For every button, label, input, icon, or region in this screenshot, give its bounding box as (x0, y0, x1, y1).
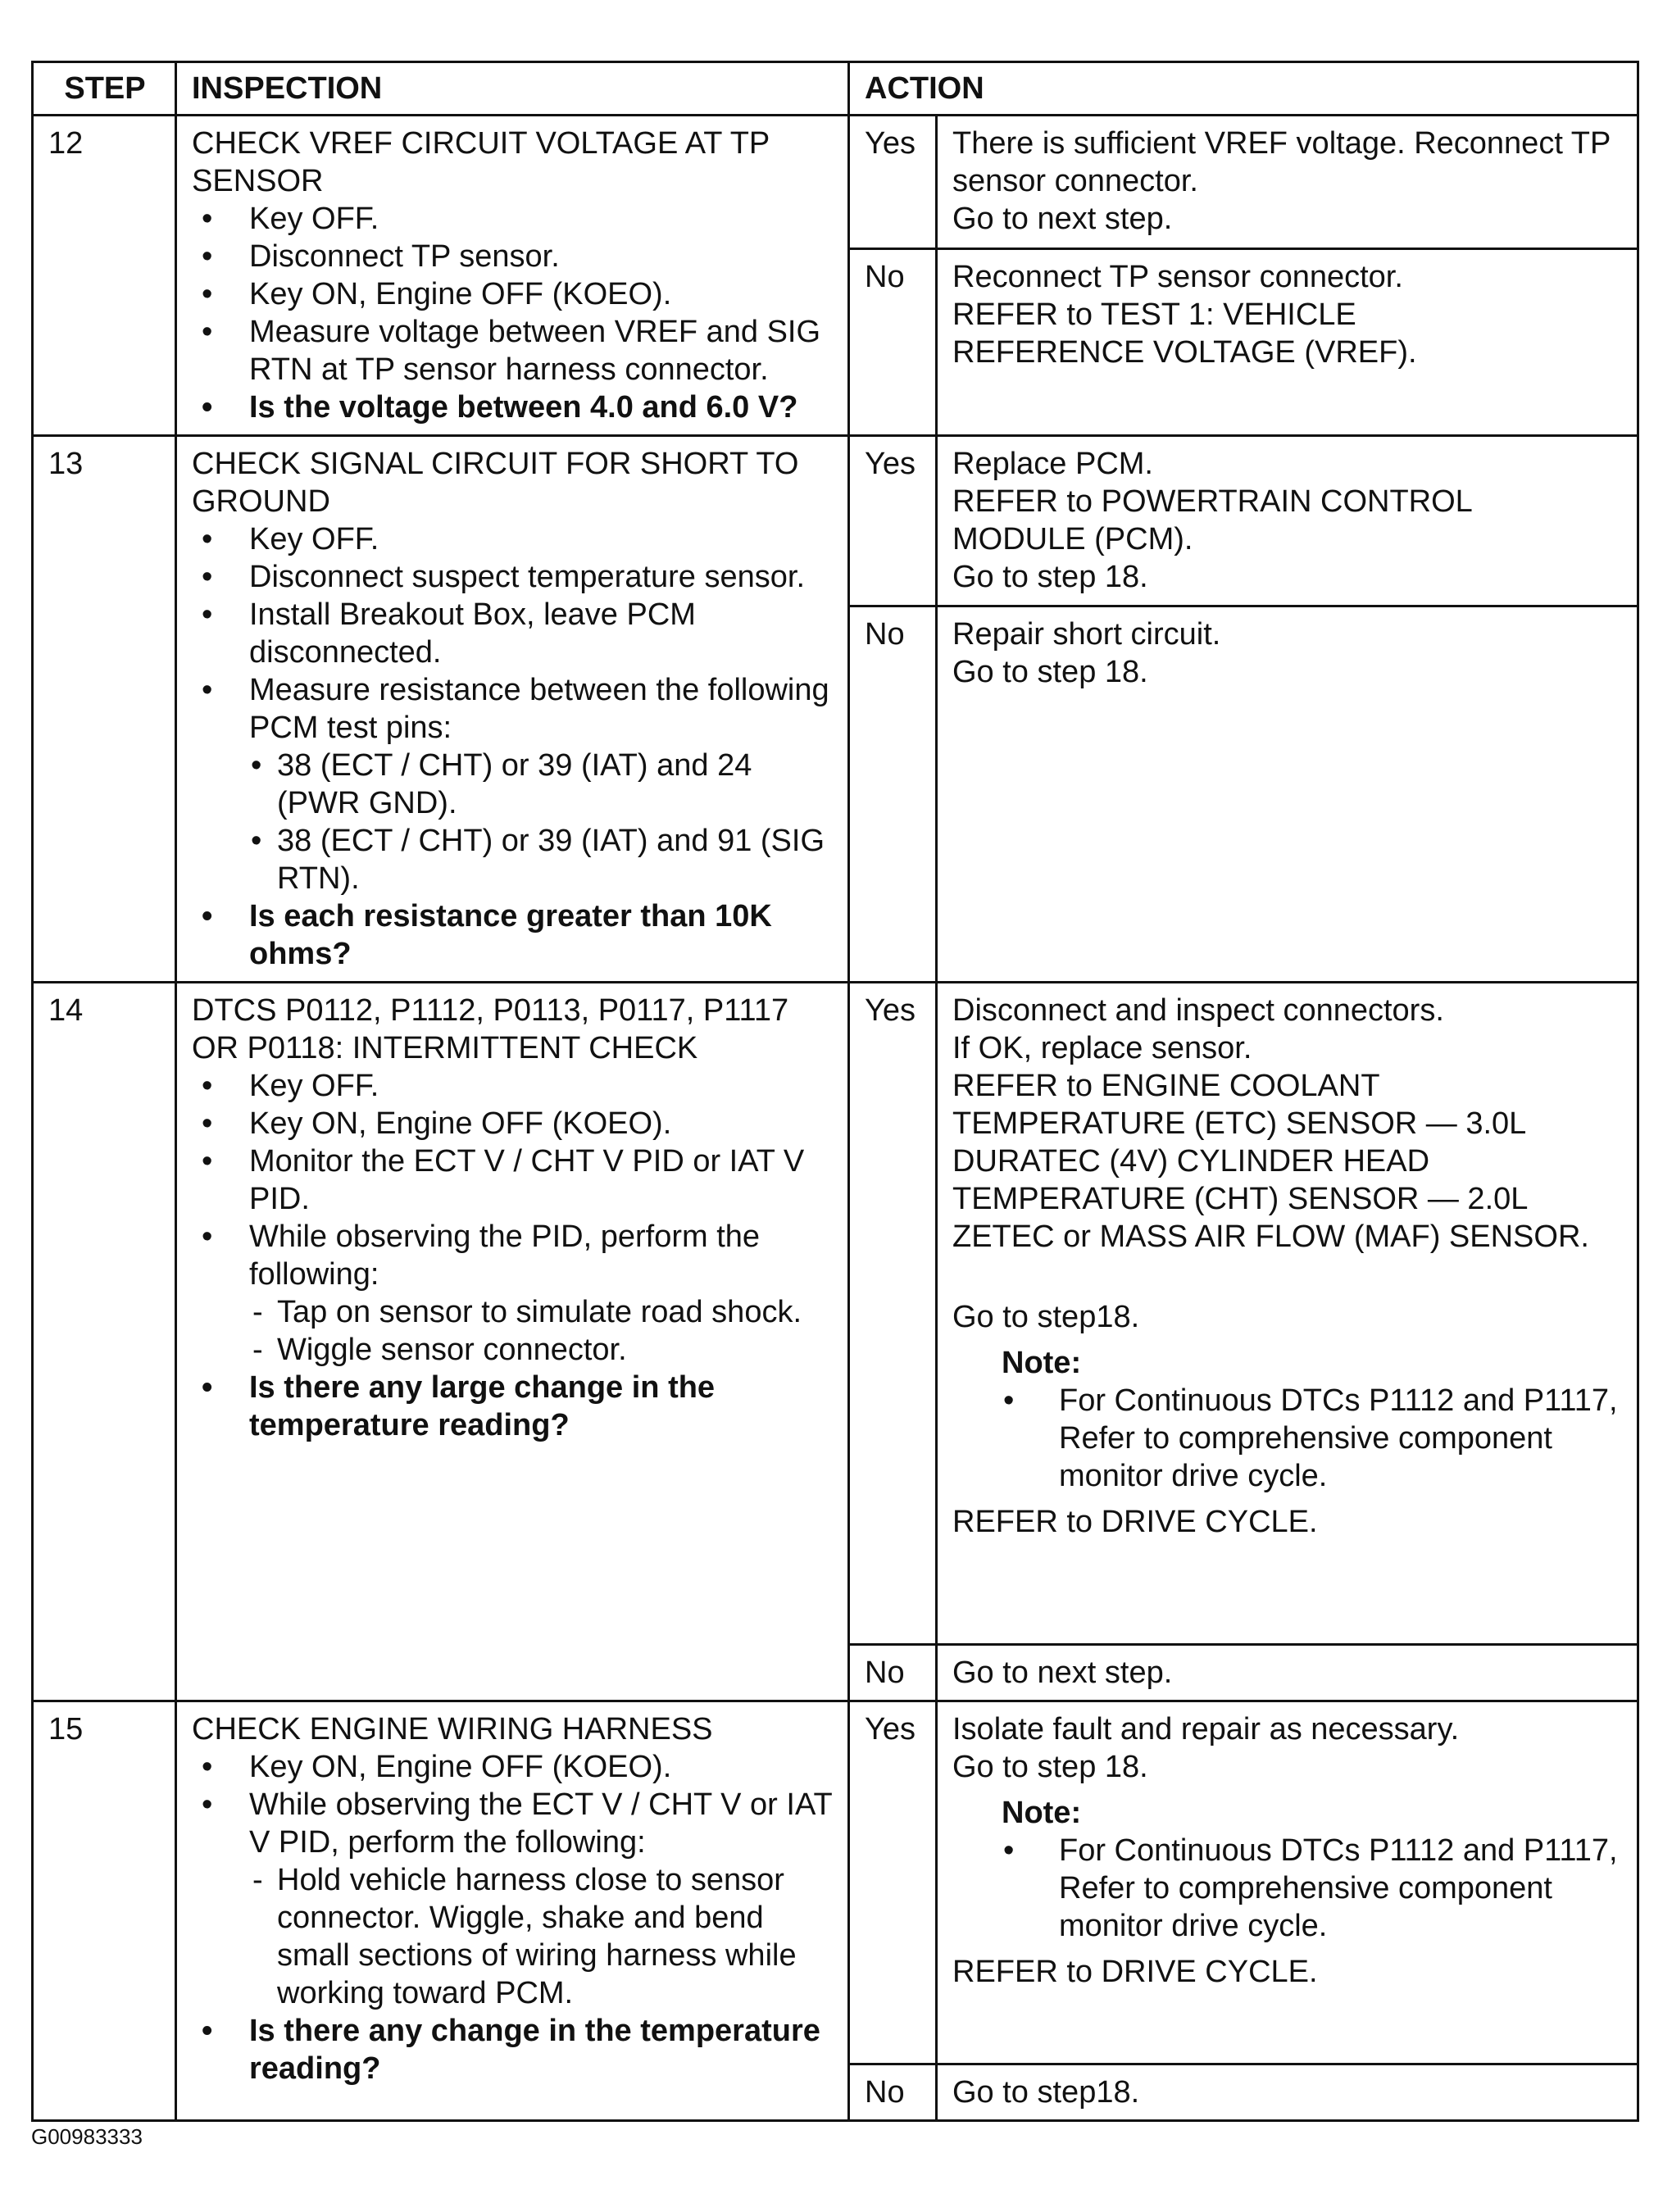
yes-label: Yes (849, 436, 937, 606)
no-action-cell (937, 1645, 1638, 1701)
no-action-cell (937, 249, 1638, 436)
inspection-step: • Key OFF. (192, 1067, 834, 1105)
note-list (1002, 1832, 1624, 1945)
inspection-steps (192, 200, 834, 426)
table-row (33, 436, 1638, 606)
test-pin-list (249, 747, 834, 897)
action-line: Go to step 18. (952, 1750, 1148, 1784)
sub-step-item: - Tap on sensor to simulate road shock. (249, 1293, 834, 1331)
note-title: Note: (1002, 1346, 1082, 1380)
inspection-question: • Is the voltage between 4.0 and 6.0 V? (192, 388, 834, 426)
inspection-title-line: GROUND (192, 484, 330, 519)
yes-action-cell (937, 116, 1638, 249)
yes-action-cell (937, 983, 1638, 1645)
inspection-step: • Measure voltage between VREF and SIG RTN at TP sensor harness connector. (192, 313, 834, 388)
action-goto: Go to step18. (952, 1300, 1140, 1334)
inspection-step (192, 1786, 834, 2012)
yes-label: Yes (849, 1701, 937, 2064)
sub-step-list (249, 1861, 834, 2012)
action-line: REFERENCE VOLTAGE (VREF). (952, 335, 1417, 370)
inspection-step: • Key OFF. (192, 520, 834, 558)
action-line: Reconnect TP sensor connector. (952, 260, 1403, 294)
action-line: Go to next step. (952, 1656, 1173, 1690)
inspection-step-text: While observing the ECT V / CHT V or IAT V PID, perform the following: (249, 1787, 832, 1860)
inspection-step (192, 1218, 834, 1369)
yes-label: Yes (849, 116, 937, 249)
action-line: Replace PCM. (952, 447, 1153, 481)
inspection-step (192, 671, 834, 897)
action-line: TEMPERATURE (ETC) SENSOR — 3.0L (952, 1106, 1527, 1141)
action-line: TEMPERATURE (CHT) SENSOR — 2.0L (952, 1182, 1529, 1216)
inspection-title-line: CHECK ENGINE WIRING HARNESS (192, 1712, 713, 1746)
no-action-cell (937, 606, 1638, 983)
inspection-title-line: SENSOR (192, 164, 324, 198)
inspection-step: • Key ON, Engine OFF (KOEO). (192, 275, 834, 313)
refer-line: REFER to DRIVE CYCLE. (952, 1955, 1318, 1989)
note-block (1002, 1344, 1624, 1495)
note-block (1002, 1794, 1624, 1945)
no-action-cell (937, 2064, 1638, 2121)
inspection-question: • Is there any large change in the temperature reading? (192, 1369, 834, 1444)
sub-step-list (249, 1293, 834, 1369)
inspection-steps (192, 1748, 834, 2087)
step-number: 14 (33, 983, 176, 1701)
action-line: REFER to POWERTRAIN CONTROL (952, 484, 1473, 519)
no-label: No (849, 2064, 937, 2121)
note-title: Note: (1002, 1796, 1082, 1830)
inspection-question: • Is there any change in the temperature reading? (192, 2012, 834, 2087)
note-list (1002, 1382, 1624, 1495)
inspection-step: • Key ON, Engine OFF (KOEO). (192, 1748, 834, 1786)
sub-step-item: - Hold vehicle harness close to sensor connector. Wiggle, shake and bend small sections of wiring harness while working toward PCM. (249, 1861, 834, 2012)
table-row (33, 116, 1638, 249)
yes-action-cell (937, 1701, 1638, 2064)
inspection-step: • Key OFF. (192, 200, 834, 238)
table-row (33, 983, 1638, 1645)
figure-code: G00983333 (31, 2124, 143, 2149)
action-line: sensor connector. (952, 164, 1198, 198)
step-column-header: STEP (33, 62, 176, 116)
step-number: 15 (33, 1701, 176, 2121)
test-pin-item: • 38 (ECT / CHT) or 39 (IAT) and 91 (SIG RTN). (249, 822, 834, 897)
inspection-step: • Monitor the ECT V / CHT V PID or IAT V PID. (192, 1142, 834, 1218)
table-row (33, 1701, 1638, 2064)
test-pin-item: • 38 (ECT / CHT) or 39 (IAT) and 24 (PWR GND). (249, 747, 834, 822)
yes-label: Yes (849, 983, 937, 1645)
action-line: Disconnect and inspect connectors. (952, 993, 1444, 1028)
action-line: Go to step 18. (952, 560, 1148, 594)
diagnostic-procedure-table (31, 61, 1639, 2122)
inspection-cell (176, 983, 849, 1701)
inspection-step: • Disconnect TP sensor. (192, 238, 834, 275)
step-number: 12 (33, 116, 176, 436)
inspection-title-line: OR P0118: INTERMITTENT CHECK (192, 1031, 698, 1065)
inspection-question: • Is each resistance greater than 10K ohms? (192, 897, 834, 973)
note-text: • For Continuous DTCs P1112 and P1117, Refer to comprehensive component monitor drive cycle. (1002, 1382, 1624, 1495)
inspection-cell (176, 1701, 849, 2121)
action-line: MODULE (PCM). (952, 522, 1193, 556)
no-label: No (849, 249, 937, 436)
inspection-cell (176, 436, 849, 983)
inspection-steps (192, 520, 834, 973)
action-line: ZETEC or MASS AIR FLOW (MAF) SENSOR. (952, 1220, 1589, 1254)
inspection-title-line: CHECK SIGNAL CIRCUIT FOR SHORT TO (192, 447, 799, 481)
action-line: Go to step18. (952, 2075, 1140, 2110)
inspection-step-text: Measure resistance between the following PCM test pins: (249, 673, 829, 745)
action-line: Isolate fault and repair as necessary. (952, 1712, 1460, 1746)
inspection-steps (192, 1067, 834, 1444)
action-column-header: ACTION (849, 62, 1638, 116)
action-line: If OK, replace sensor. (952, 1031, 1252, 1065)
action-line: REFER to ENGINE COOLANT (952, 1069, 1380, 1103)
step-number: 13 (33, 436, 176, 983)
no-label: No (849, 1645, 937, 1701)
inspection-title-line: CHECK VREF CIRCUIT VOLTAGE AT TP (192, 126, 770, 161)
table-header-row (33, 62, 1638, 116)
yes-action-cell (937, 436, 1638, 606)
inspection-step: • Disconnect suspect temperature sensor. (192, 558, 834, 596)
action-line: DURATEC (4V) CYLINDER HEAD (952, 1144, 1430, 1179)
inspection-step-text: While observing the PID, perform the following: (249, 1220, 761, 1292)
inspection-column-header: INSPECTION (176, 62, 849, 116)
spacer (952, 1256, 1624, 1298)
inspection-cell (176, 116, 849, 436)
action-line: Go to next step. (952, 202, 1173, 236)
action-line: There is sufficient VREF voltage. Reconnect TP (952, 126, 1611, 161)
inspection-title-line: DTCS P0112, P1112, P0113, P0117, P1117 (192, 993, 789, 1028)
refer-line: REFER to DRIVE CYCLE. (952, 1505, 1318, 1539)
no-label: No (849, 606, 937, 983)
action-line: Repair short circuit. (952, 617, 1221, 652)
action-line: REFER to TEST 1: VEHICLE (952, 298, 1356, 332)
action-line: Go to step 18. (952, 655, 1148, 689)
note-text: • For Continuous DTCs P1112 and P1117, Refer to comprehensive component monitor drive cycle. (1002, 1832, 1624, 1945)
inspection-step: • Install Breakout Box, leave PCM disconnected. (192, 596, 834, 671)
sub-step-item: - Wiggle sensor connector. (249, 1331, 834, 1369)
inspection-step: • Key ON, Engine OFF (KOEO). (192, 1105, 834, 1142)
